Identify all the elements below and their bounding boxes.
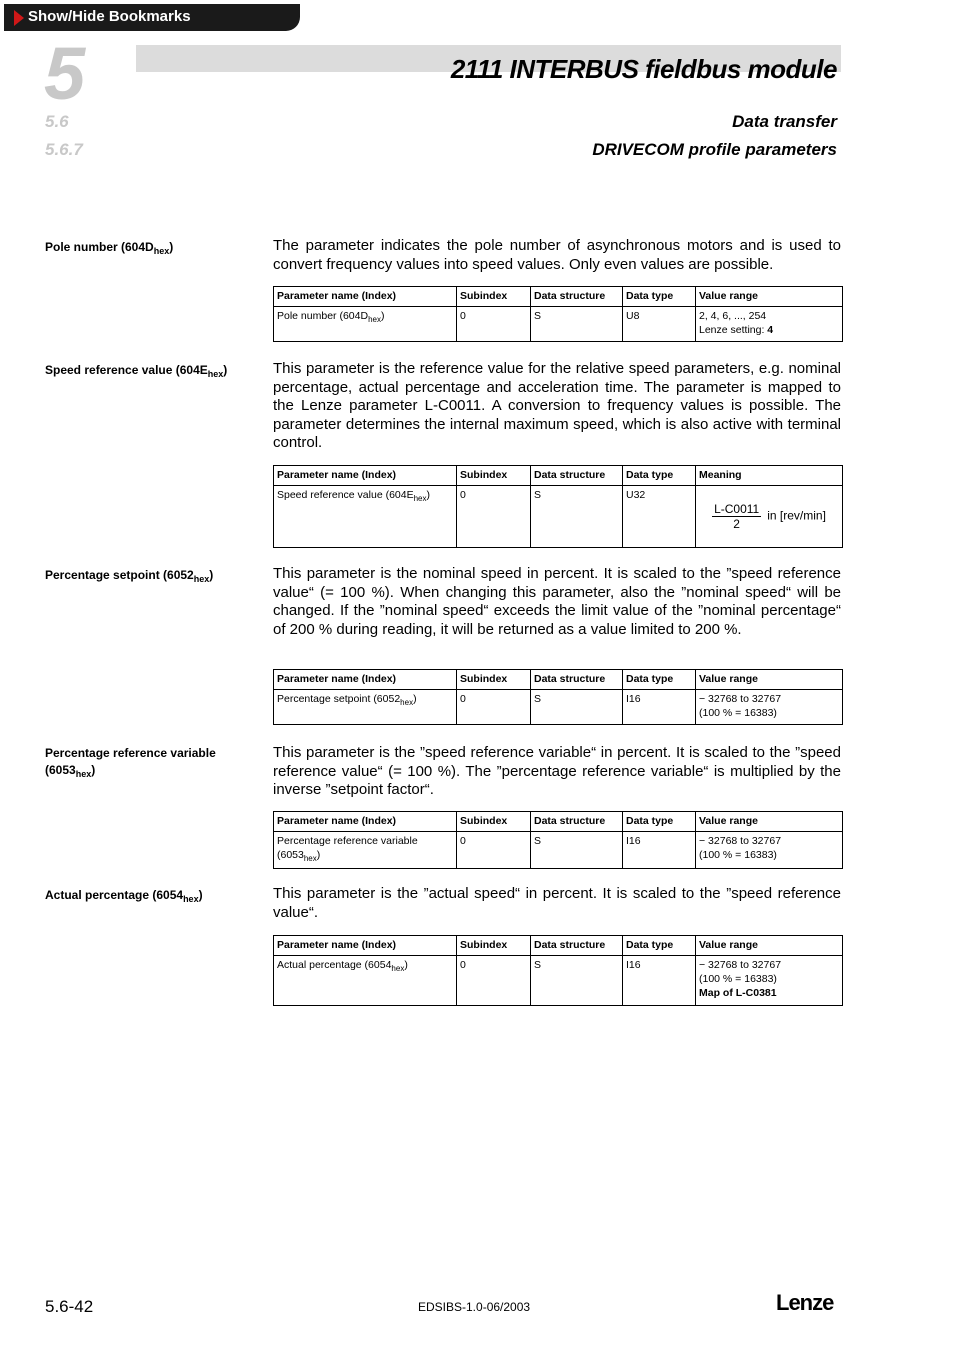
cell-name: Percentage reference variable $(6053_{hex})$ [274, 832, 457, 869]
cell-structure: S [531, 307, 623, 342]
side-label-actual-percentage: Actual percentage $(6054_{hex})$ [45, 888, 203, 904]
header-cell: Parameter name (Index) [274, 670, 457, 690]
header-cell: Meaning [696, 466, 843, 486]
cell-range: 2, 4, 6, ..., 254 Lenze setting: 4 [696, 307, 843, 342]
cell-structure: S [531, 690, 623, 725]
lenze-logo: Lenze [776, 1290, 834, 1315]
meaning-fraction: $\frac{L-C0011}{2}$ [714, 502, 760, 531]
triangle-right-icon [14, 10, 24, 26]
cell-subindex: 0 [457, 956, 531, 1006]
cell-type: I16 [623, 690, 696, 725]
header-cell: Parameter name (Index) [274, 812, 457, 832]
header-cell: Data structure [531, 466, 623, 486]
paragraph-percentage-reference-variable: This parameter is the ”speed reference variable“ in percent. It is scaled to the ”speed reference value“ (= 100 %). The ”percentage reference variable“ is multiplied by the inverse ”setpoint factor“. [273, 744, 841, 798]
cell-structure: S [531, 956, 623, 1006]
table-row [274, 307, 843, 342]
cell-structure: S [531, 486, 623, 548]
header-cell: Parameter name (Index) [274, 466, 457, 486]
header-cell: Subindex [457, 670, 531, 690]
header-cell: Data type [623, 670, 696, 690]
table-header-row [274, 936, 843, 956]
header-cell: Parameter name (Index) [274, 287, 457, 307]
page-title: 2111 INTERBUS fieldbus module [450, 54, 837, 84]
header-cell: Subindex [457, 287, 531, 307]
table-row [274, 956, 843, 1006]
cell-name: Percentage setpoint $(6052_{hex})$ [274, 690, 457, 725]
paragraph-actual-percentage: This parameter is the ”actual speed“ in percent. It is scaled to the ”speed reference value“. [273, 885, 841, 921]
table-header-row [274, 287, 843, 307]
cell-name: Speed reference value $(604E_{hex})$ [274, 486, 457, 548]
cell-range: − 32768 to 32767 (100 % = 16383) [696, 690, 843, 725]
subsection-title: DRIVECOM profile parameters [592, 140, 837, 159]
side-label-speed-reference-value: Speed reference value $(604E_{hex})$ [45, 363, 228, 379]
side-label-percentage-setpoint: Percentage setpoint $(6052_{hex})$ [45, 568, 214, 584]
header-cell: Data structure [531, 287, 623, 307]
header-cell: Value range [696, 287, 843, 307]
header-cell: Data structure [531, 812, 623, 832]
cell-subindex: 0 [457, 486, 531, 548]
cell-type: U32 [623, 486, 696, 548]
cell-type: I16 [623, 832, 696, 869]
header-cell: Data type [623, 287, 696, 307]
cell-type: I16 [623, 956, 696, 1006]
cell-name: Pole number $(604D_{hex})$ [274, 307, 457, 342]
header-cell: Subindex [457, 812, 531, 832]
table-header-row [274, 812, 843, 832]
table-actual-percentage [273, 935, 843, 1006]
table-speed-reference-value [273, 465, 843, 548]
header-cell: Value range [696, 670, 843, 690]
document-id: EDSIBS-1.0-06/2003 [418, 1300, 531, 1314]
cell-subindex: 0 [457, 307, 531, 342]
subsection-number: 5.6.7 [45, 140, 83, 159]
table-row [274, 690, 843, 725]
cell-meaning: $\frac{L-C0011}{2}$ in [rev/min] [696, 486, 843, 548]
page-number: 5.6-42 [45, 1297, 94, 1316]
table-header-row [274, 466, 843, 486]
header-cell: Subindex [457, 936, 531, 956]
section-number: 5.6 [45, 112, 69, 131]
cell-name: Actual percentage $(6054_{hex})$ [274, 956, 457, 1006]
paragraph-pole-number: The parameter indicates the pole number of asynchronous motors and is used to convert frequency values into speed values. Only even values are possible. [273, 237, 841, 273]
table-percentage-reference-variable [273, 811, 843, 869]
header-cell: Data type [623, 812, 696, 832]
cell-type: U8 [623, 307, 696, 342]
show-hide-bookmarks-tab[interactable] [4, 4, 300, 31]
header-cell: Value range [696, 936, 843, 956]
cell-subindex: 0 [457, 832, 531, 869]
cell-subindex: 0 [457, 690, 531, 725]
header-cell: Value range [696, 812, 843, 832]
paragraph-percentage-setpoint: This parameter is the nominal speed in percent. It is scaled to the ”speed reference value“ (= 100 %). When changing this parameter, also the ”nominal speed“ will be changed. If the ”nominal speed“ exceeds the limit value of the ”nominal percentage“ of 200 % during reading, it will be returned as a value limited to 200 %. [273, 565, 841, 638]
header-cell: Data structure [531, 670, 623, 690]
side-label-percentage-reference-variable: Percentage reference variable $(6053_{hex})$ [45, 746, 216, 779]
header-cell: Data structure [531, 936, 623, 956]
header-cell: Data type [623, 466, 696, 486]
bookmarks-tab-label: Show/Hide Bookmarks [28, 8, 191, 25]
table-percentage-setpoint [273, 669, 843, 725]
section-title: Data transfer [732, 112, 837, 131]
table-pole-number [273, 286, 843, 342]
header-cell: Parameter name (Index) [274, 936, 457, 956]
cell-structure: S [531, 832, 623, 869]
table-header-row [274, 670, 843, 690]
header-cell: Subindex [457, 466, 531, 486]
chapter-number: 5 [44, 32, 86, 115]
side-label-pole-number: Pole number $(604D_{hex})$ [45, 240, 174, 256]
header-cell: Data type [623, 936, 696, 956]
cell-range: − 32768 to 32767 (100 % = 16383) Map of L-C0381 [696, 956, 843, 1006]
cell-range: − 32768 to 32767 (100 % = 16383) [696, 832, 843, 869]
paragraph-speed-reference-value: This parameter is the reference value for the relative speed parameters, e.g. nominal percentage, actual percentage and acceleration time. The parameter is mapped to the Lenze parameter L-C0011. A conversion to frequency values is possible. The parameter determines the internal maximum speed, which is also active with terminal control. [273, 360, 841, 451]
table-row [274, 486, 843, 548]
table-row [274, 832, 843, 869]
